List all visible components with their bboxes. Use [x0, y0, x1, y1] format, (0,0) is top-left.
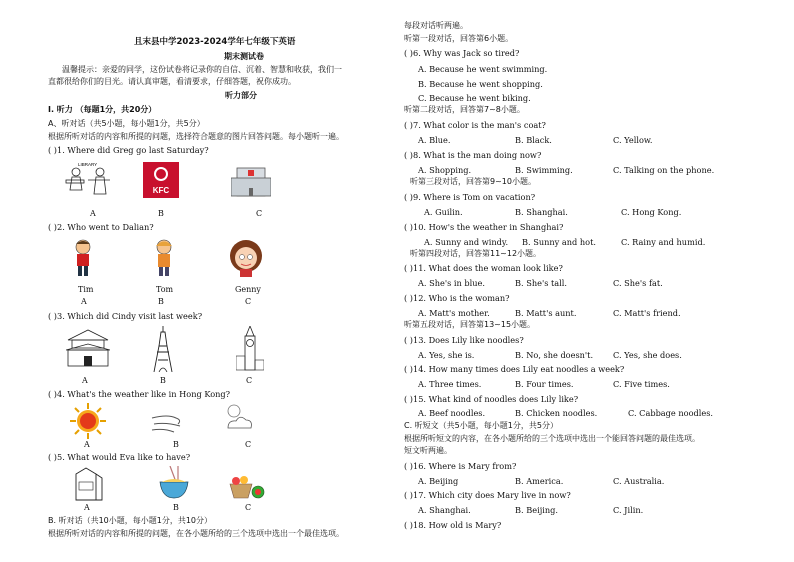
cloudy-sun-icon	[222, 402, 254, 438]
sectionB-title: B. 听对话（共10小题，每小题1分，共10分）	[48, 516, 213, 525]
q13-option-c: C. Yes, she does.	[613, 350, 682, 360]
q7-option-a: A. Blue.	[418, 135, 451, 145]
q2-option-a: A	[81, 297, 87, 306]
q8-option-c: C. Talking on the phone.	[613, 165, 715, 175]
sectionB-desc: 根据所听对话的内容和所提的问题，在各小题所给的三个选项中选出一个最佳选项。	[48, 529, 344, 538]
boy-tim-icon	[70, 238, 96, 278]
notice-line-1: 温馨提示：亲爱的同学，这份试卷将记录你的自信、沉着、智慧和收获，我们一	[62, 65, 342, 74]
q16-option-c: C. Australia.	[613, 476, 665, 486]
eiffel-tower-icon	[152, 326, 174, 372]
q5-option-a: A	[84, 503, 90, 512]
q13-option-a: A. Yes, she is.	[418, 350, 475, 360]
q7-option-b: B. Black.	[515, 135, 552, 145]
q10-option-b: B. Sunny and hot.	[522, 237, 596, 247]
q16-option-a: A. Beijing	[418, 476, 459, 486]
q9-option-a: A. Guilin.	[424, 207, 463, 217]
q10-option-a: A. Sunny and windy.	[424, 237, 509, 247]
question-15: ( )15. What kind of noodles does Lily like?	[404, 394, 579, 404]
q6-option-b: B. Because he went shopping.	[418, 79, 543, 89]
q8-option-b: B. Swimming.	[515, 165, 573, 175]
q12-option-c: C. Matt's friend.	[613, 308, 681, 318]
q5-option-c: C	[245, 503, 252, 512]
q14-option-a: A. Three times.	[418, 379, 482, 389]
q11-option-c: C. She's fat.	[613, 278, 663, 288]
library-sign: LIBRARY	[78, 162, 98, 167]
q12-option-b: B. Matt's aunt.	[515, 308, 577, 318]
fruit-basket-icon	[226, 470, 266, 500]
sectionA-desc: 根据所听对话的内容和所提的问题，选择符合题意的图片回答问题。每小题听一遍。	[48, 132, 344, 141]
q2-option-b: B	[158, 297, 164, 306]
boy-tom-icon	[151, 238, 177, 278]
question-8: ( )8. What is the man doing now?	[404, 150, 542, 160]
q9-option-c: C. Hong Kong.	[621, 207, 682, 217]
q2-option-c: C	[245, 297, 252, 306]
right-line-0: 每段对话听两遍。	[404, 21, 468, 30]
q5-option-b: B	[173, 503, 179, 512]
q6-option-a: A. Because he went swimming.	[418, 64, 548, 74]
question-16: ( )16. Where is Mary from?	[404, 461, 517, 471]
question-6: ( )6. Why was Jack so tired?	[404, 48, 520, 58]
question-4: ( )4. What's the weather like in Hong Kong?	[48, 389, 231, 399]
question-10: ( )10. How's the weather in Shanghai?	[404, 222, 564, 232]
question-7: ( )7. What color is the man's coat?	[404, 120, 546, 130]
q13-option-b: B. No, she doesn't.	[515, 350, 594, 360]
windy-icon	[150, 410, 186, 436]
question-5: ( )5. What would Eva like to have?	[48, 452, 191, 462]
q16-option-b: B. America.	[515, 476, 564, 486]
q11-option-a: A. She's in blue.	[418, 278, 485, 288]
question-13: ( )13. Does Lily like noodles?	[404, 335, 524, 345]
q15-option-b: B. Chicken noodles.	[515, 408, 598, 418]
q1-option-a: A	[90, 209, 96, 218]
tiananmen-icon	[66, 326, 110, 370]
q17-option-b: B. Beijing.	[515, 505, 558, 515]
q15-option-a: A. Beef noodles.	[418, 408, 486, 418]
q3-option-a: A	[82, 376, 88, 385]
q9-option-b: B. Shanghai.	[515, 207, 568, 217]
q2-name-tom: Tom	[156, 285, 174, 294]
question-3: ( )3. Which did Cindy visit last week?	[48, 311, 203, 321]
q4-option-c: C	[245, 440, 252, 449]
exam-title: 且末县中学2023-2024学年七年级下英语	[134, 37, 296, 47]
q2-name-tim: Tim	[78, 285, 94, 294]
svg-text:KFC: KFC	[152, 186, 170, 195]
section1-title: I. 听力 （每题1分，共20分）	[48, 105, 157, 114]
segment-1: 听第一段对话，回答第6小题。	[404, 34, 514, 43]
question-14: ( )14. How many times does Lily eat noodles a week?	[404, 364, 625, 374]
big-ben-icon	[236, 326, 264, 372]
segment-2: 听第二段对话，回答第7~8小题。	[404, 105, 525, 114]
q10-option-c: C. Rainy and humid.	[621, 237, 706, 247]
q1-option-c: C	[256, 209, 263, 218]
sectionC-desc-2: 短文听两遍。	[404, 446, 452, 455]
q12-option-a: A. Matt's mother.	[418, 308, 490, 318]
question-12: ( )12. Who is the woman?	[404, 293, 510, 303]
girl-genny-icon	[226, 238, 266, 278]
q4-option-a: A	[84, 440, 90, 449]
q3-option-c: C	[246, 376, 253, 385]
segment-4: 听第四段对话，回答第11~12小题。	[410, 249, 542, 258]
sectionA-title: A、听对话（共5小题，每小题1分，共5分）	[48, 119, 205, 128]
kfc-logo	[143, 162, 179, 198]
q2-name-genny: Genny	[235, 285, 261, 294]
noodle-bowl-icon	[158, 466, 190, 500]
q3-option-b: B	[160, 376, 166, 385]
question-9: ( )9. Where is Tom on vacation?	[404, 192, 536, 202]
sunny-icon	[70, 403, 106, 439]
q1-option-b: B	[158, 209, 164, 218]
question-17: ( )17. Which city does Mary live in now?	[404, 490, 571, 500]
q11-option-b: B. She's tall.	[515, 278, 568, 288]
hospital-building	[231, 162, 271, 198]
sectionC-title: C. 听短文（共5小题，每小题1分，共5分）	[404, 421, 558, 430]
question-18: ( )18. How old is Mary?	[404, 520, 502, 530]
q17-option-c: C. Jilin.	[613, 505, 644, 515]
segment-3: 听第三段对话，回答第9~10小题。	[410, 177, 536, 186]
q8-option-a: A. Shopping.	[418, 165, 472, 175]
q4-option-b: B	[173, 440, 179, 449]
q17-option-a: A. Shanghai.	[418, 505, 471, 515]
library-picture	[64, 160, 114, 198]
part-title: 听力部分	[225, 91, 257, 100]
question-1: ( )1. Where did Greg go last Saturday?	[48, 145, 209, 155]
question-2: ( )2. Who went to Dalian?	[48, 222, 154, 232]
q14-option-b: B. Four times.	[515, 379, 574, 389]
q7-option-c: C. Yellow.	[613, 135, 653, 145]
q6-option-c: C. Because he went biking.	[418, 93, 531, 103]
sectionC-desc-1: 根据所听短文的内容，在各小题所给的三个选项中选出一个能回答问题的最佳选项。	[404, 434, 700, 443]
notice-line-2: 直都很给你们的目光。请认真审题，看清要求，仔细答题，祝你成功。	[48, 77, 296, 86]
question-11: ( )11. What does the woman look like?	[404, 263, 563, 273]
exam-subtitle: 期末测试卷	[224, 52, 264, 61]
q15-option-c: C. Cabbage noodles.	[628, 408, 714, 418]
q14-option-c: C. Five times.	[613, 379, 670, 389]
segment-5: 听第五段对话，回答第13~15小题。	[404, 320, 536, 329]
milk-carton-icon	[70, 466, 104, 502]
